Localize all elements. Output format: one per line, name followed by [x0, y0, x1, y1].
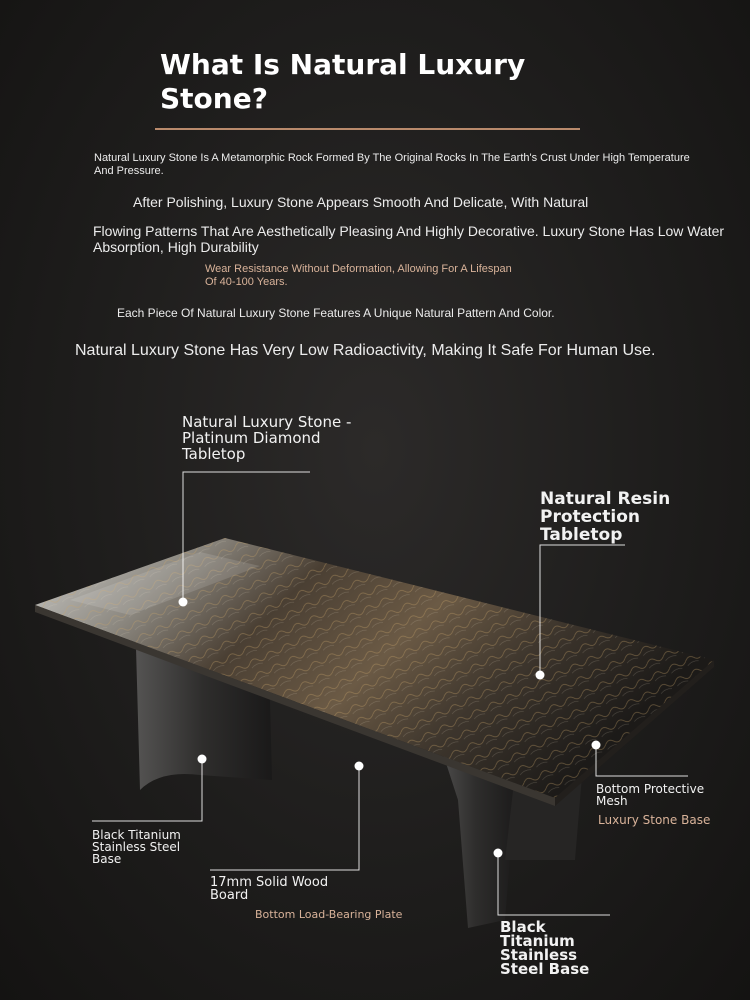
title-underline [155, 128, 580, 130]
callout-left-base-label: Black Titanium Stainless Steel Base [92, 828, 181, 866]
intro-paragraph-3: Flowing Patterns That Are Aesthetically Pleasing And Highly Decorative. Luxury Stone Has Low Water Absorption, High Durability [93, 223, 725, 255]
intro-paragraph-6: Natural Luxury Stone Has Very Low Radioactivity, Making It Safe For Human Use. [75, 342, 656, 359]
intro-paragraph-2: After Polishing, Luxury Stone Appears Smooth And Delicate, With Natural [133, 194, 589, 210]
intro-paragraph-5: Each Piece Of Natural Luxury Stone Features A Unique Natural Pattern And Color. [117, 306, 555, 320]
callout-dot-wood [355, 762, 364, 771]
intro-paragraph-4: Wear Resistance Without Deformation, Allowing For A Lifespan Of 40-100 Years. [205, 263, 512, 288]
page-title: What Is Natural Luxury Stone? [160, 48, 526, 115]
callout-dot-mesh [592, 741, 601, 750]
callout-dot-resin [536, 671, 545, 680]
callout-dot-left-base [198, 755, 207, 764]
callout-dot-tabletop [179, 598, 188, 607]
intro-paragraph-1: Natural Luxury Stone Is A Metamorphic Rock Formed By The Original Rocks In The Earth's Crust Under High Temperature And Pressure. [94, 152, 690, 177]
coffee-table-illustration [0, 380, 750, 1000]
callout-right-base-label: Black Titanium Stainless Steel Base [500, 918, 590, 978]
callout-wood-label: 17mm Solid Wood Board [210, 875, 329, 903]
callout-resin-label: Natural Resin Protection Tabletop [540, 489, 671, 545]
callout-dot-right-base [494, 849, 503, 858]
callout-plate-label: Bottom Load-Bearing Plate [255, 908, 403, 921]
callout-tabletop-label: Natural Luxury Stone - Platinum Diamond Tabletop [182, 413, 352, 463]
callout-stone-base-label: Luxury Stone Base [598, 813, 711, 827]
callout-mesh-label: Bottom Protective Mesh [596, 782, 705, 808]
